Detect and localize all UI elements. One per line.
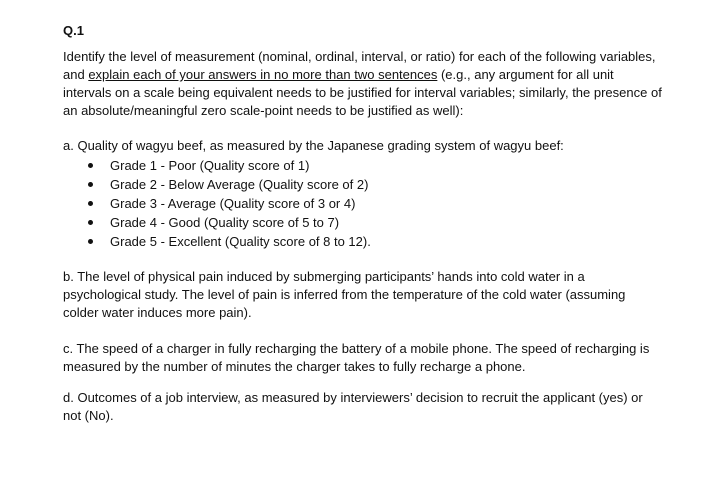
- bullet-icon: [88, 239, 93, 244]
- part-d-text: d. Outcomes of a job interview, as measured by interviewers’ decision to recruit the applicant (yes) or not (No).: [63, 390, 643, 423]
- list-item: [86, 175, 371, 194]
- question-instructions: [63, 48, 663, 120]
- bullet-icon: [88, 182, 93, 187]
- list-item: [86, 194, 371, 213]
- part-a-text: a. Quality of wagyu beef, as measured by the Japanese grading system of wagyu beef:: [63, 138, 564, 153]
- grade-1-label: Grade 1 - Poor (Quality score of 1): [110, 158, 310, 173]
- question-title: Q.1: [63, 23, 84, 38]
- grade-5-label: Grade 5 - Excellent (Quality score of 8 to 12).: [110, 234, 371, 249]
- list-item: [86, 156, 371, 175]
- grade-list: [86, 156, 371, 251]
- part-b-text: b. The level of physical pain induced by submerging participants’ hands into cold water in a psychological study. The level of pain is inferred from the temperature of the cold water (assuming colder water induces more pain).: [63, 269, 626, 320]
- instructions-text-2: (e.g., any argument for all unit intervals on a scale being equivalent needs to be justified for interval variables; similarly, the presence of an absolute/meaningful zero scale-point needs to be justified as well):: [63, 67, 662, 118]
- bullet-icon: [88, 201, 93, 206]
- grade-4-label: Grade 4 - Good (Quality score of 5 to 7): [110, 215, 340, 230]
- part-c-text: c. The speed of a charger in fully recharging the battery of a mobile phone. The speed of recharging is measured by the number of minutes the charger takes to fully recharge a phone.: [63, 341, 650, 374]
- bullet-icon: [88, 220, 93, 225]
- list-item: [86, 213, 371, 232]
- bullet-icon: [88, 163, 93, 168]
- instructions-underlined-text: explain each of your answers in no more than two sentences: [88, 67, 438, 82]
- list-item: [86, 232, 371, 251]
- grade-2-label: Grade 2 - Below Average (Quality score of 2): [110, 177, 369, 192]
- grade-3-label: Grade 3 - Average (Quality score of 3 or 4): [110, 196, 356, 211]
- instructions-text-1: Identify the level of measurement (nominal, ordinal, interval, or ratio) for each of the following variables, and: [63, 49, 656, 82]
